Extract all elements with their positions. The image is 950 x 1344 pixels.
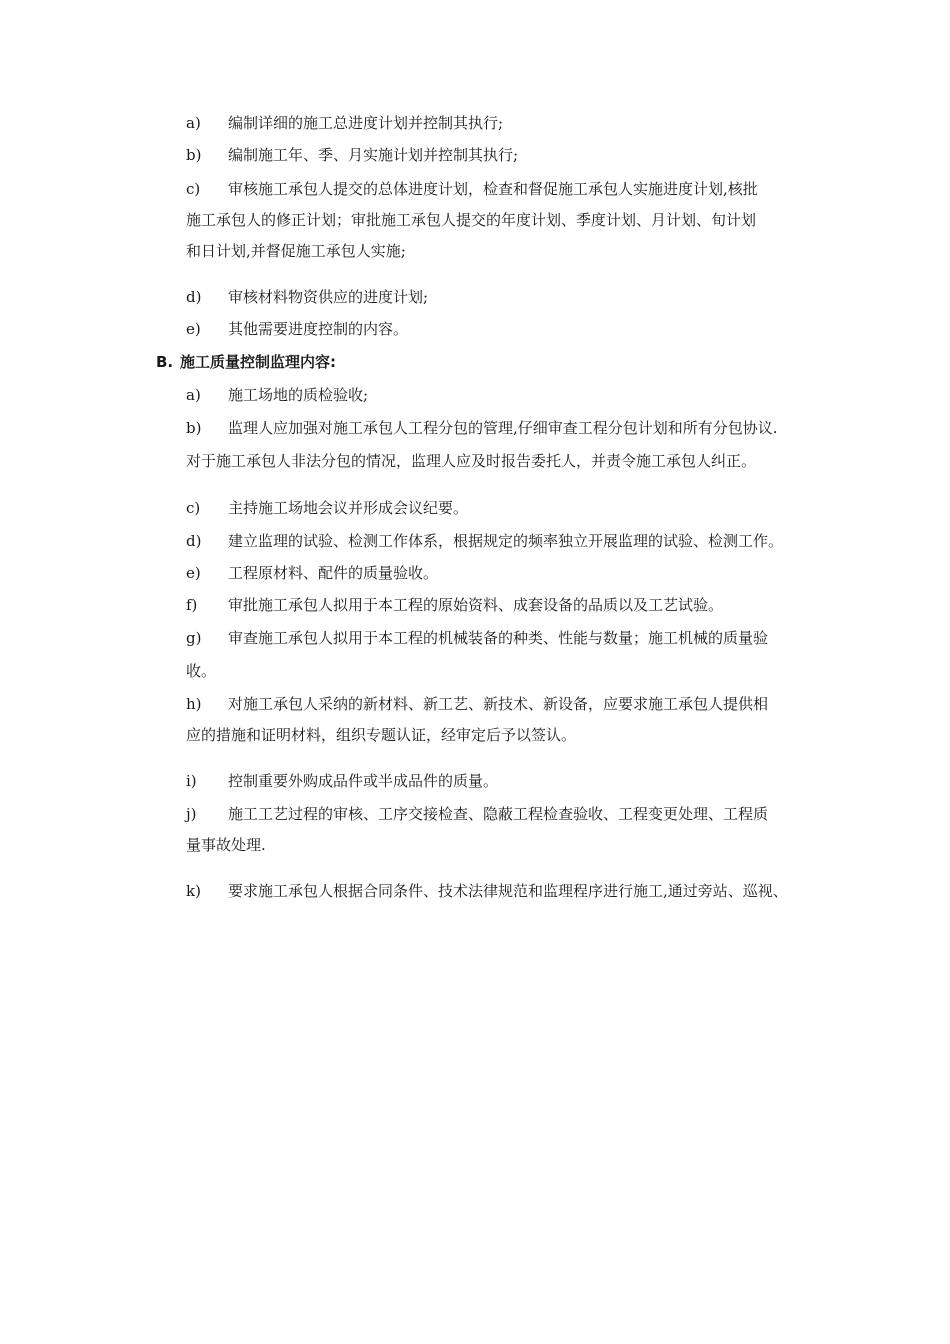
item-text: 编制详细的施工总进度计划并控制其执行; xyxy=(228,114,504,132)
section-marker: B. xyxy=(156,353,174,371)
item-text: 审核施工承包人提交的总体进度计划，检查和督促施工承包人实施进度计划,核批 xyxy=(228,180,758,198)
item-text: 施工工艺过程的审核、工序交接检查、隐蔽工程检查验收、工程变更处理、工程质 xyxy=(228,805,769,823)
item-text: 工程原材料、配件的质量验收。 xyxy=(228,564,439,582)
item-text: 其他需要进度控制的内容。 xyxy=(228,320,409,338)
item-text: 监理人应加强对施工承包人工程分包的管理,仔细审查工程分包计划和所有分包协议. xyxy=(228,419,778,437)
list-item xyxy=(186,282,854,312)
section-heading xyxy=(156,347,336,377)
list-item xyxy=(186,799,854,829)
item-text: 施工承包人的修正计划；审批施工承包人提交的年度计划、季度计划、月计划、旬计划 xyxy=(186,211,757,229)
item-marker: j) xyxy=(186,805,197,823)
item-text: 编制施工年、季、月实施计划并控制其执行; xyxy=(228,146,519,164)
item-text: 对于施工承包人非法分包的情况，监理人应及时报告委托人，并责令施工承包人纠正。 xyxy=(186,452,757,470)
list-item-continuation xyxy=(186,205,854,235)
item-text: 和日计划,并督促施工承包人实施; xyxy=(186,242,406,260)
list-item-continuation xyxy=(186,236,854,266)
list-item xyxy=(186,140,854,170)
list-item-continuation xyxy=(186,446,854,476)
item-text: 量事故处理. xyxy=(186,836,266,854)
item-text: 主持施工场地会议并形成会议纪要。 xyxy=(228,499,469,517)
item-text: 审核材料物资供应的进度计划; xyxy=(228,288,429,306)
item-marker: e) xyxy=(186,320,201,338)
item-text: 建立监理的试验、检测工作体系，根据规定的频率独立开展监理的试验、检测工作。 xyxy=(228,532,784,550)
item-marker: b) xyxy=(186,419,202,437)
list-item xyxy=(186,590,854,620)
item-text: 审查施工承包人拟用于本工程的机械装备的种类、性能与数量；施工机械的质量验 xyxy=(228,629,769,647)
item-marker: g) xyxy=(186,629,202,647)
list-item xyxy=(186,174,854,204)
item-text: 应的措施和证明材料，组织专题认证，经审定后予以签认。 xyxy=(186,726,577,744)
item-marker: b) xyxy=(186,146,202,164)
list-item xyxy=(186,108,854,138)
list-item xyxy=(186,689,854,719)
item-marker: k) xyxy=(186,882,201,900)
list-item xyxy=(186,623,854,653)
item-marker: c) xyxy=(186,180,201,198)
item-marker: e) xyxy=(186,564,201,582)
list-item xyxy=(186,314,854,344)
item-marker: f) xyxy=(186,596,198,614)
section-title: 施工质量控制监理内容: xyxy=(180,353,336,371)
list-item xyxy=(186,413,854,443)
item-marker: d) xyxy=(186,532,202,550)
item-text: 施工场地的质检验收; xyxy=(228,386,369,404)
item-marker: i) xyxy=(186,772,197,790)
item-marker: c) xyxy=(186,499,201,517)
list-item xyxy=(186,766,854,796)
item-marker: h) xyxy=(186,695,202,713)
item-marker: a) xyxy=(186,386,201,404)
list-item-continuation xyxy=(186,656,854,686)
list-item xyxy=(186,526,854,556)
item-marker: d) xyxy=(186,288,202,306)
list-item xyxy=(186,558,854,588)
item-text: 对施工承包人采纳的新材料、新工艺、新技术、新设备，应要求施工承包人提供相 xyxy=(228,695,769,713)
list-item-continuation xyxy=(186,830,854,860)
list-item xyxy=(186,380,854,410)
list-item xyxy=(186,493,854,523)
item-text: 控制重要外购成品件或半成品件的质量。 xyxy=(228,772,499,790)
list-item-continuation xyxy=(186,720,854,750)
item-marker: a) xyxy=(186,114,201,132)
item-text: 收。 xyxy=(186,662,217,680)
item-text: 要求施工承包人根据合同条件、技术法律规范和监理程序进行施工,通过旁站、巡视、 xyxy=(228,882,788,900)
item-text: 审批施工承包人拟用于本工程的原始资料、成套设备的品质以及工艺试验。 xyxy=(228,596,724,614)
list-item xyxy=(186,876,854,906)
